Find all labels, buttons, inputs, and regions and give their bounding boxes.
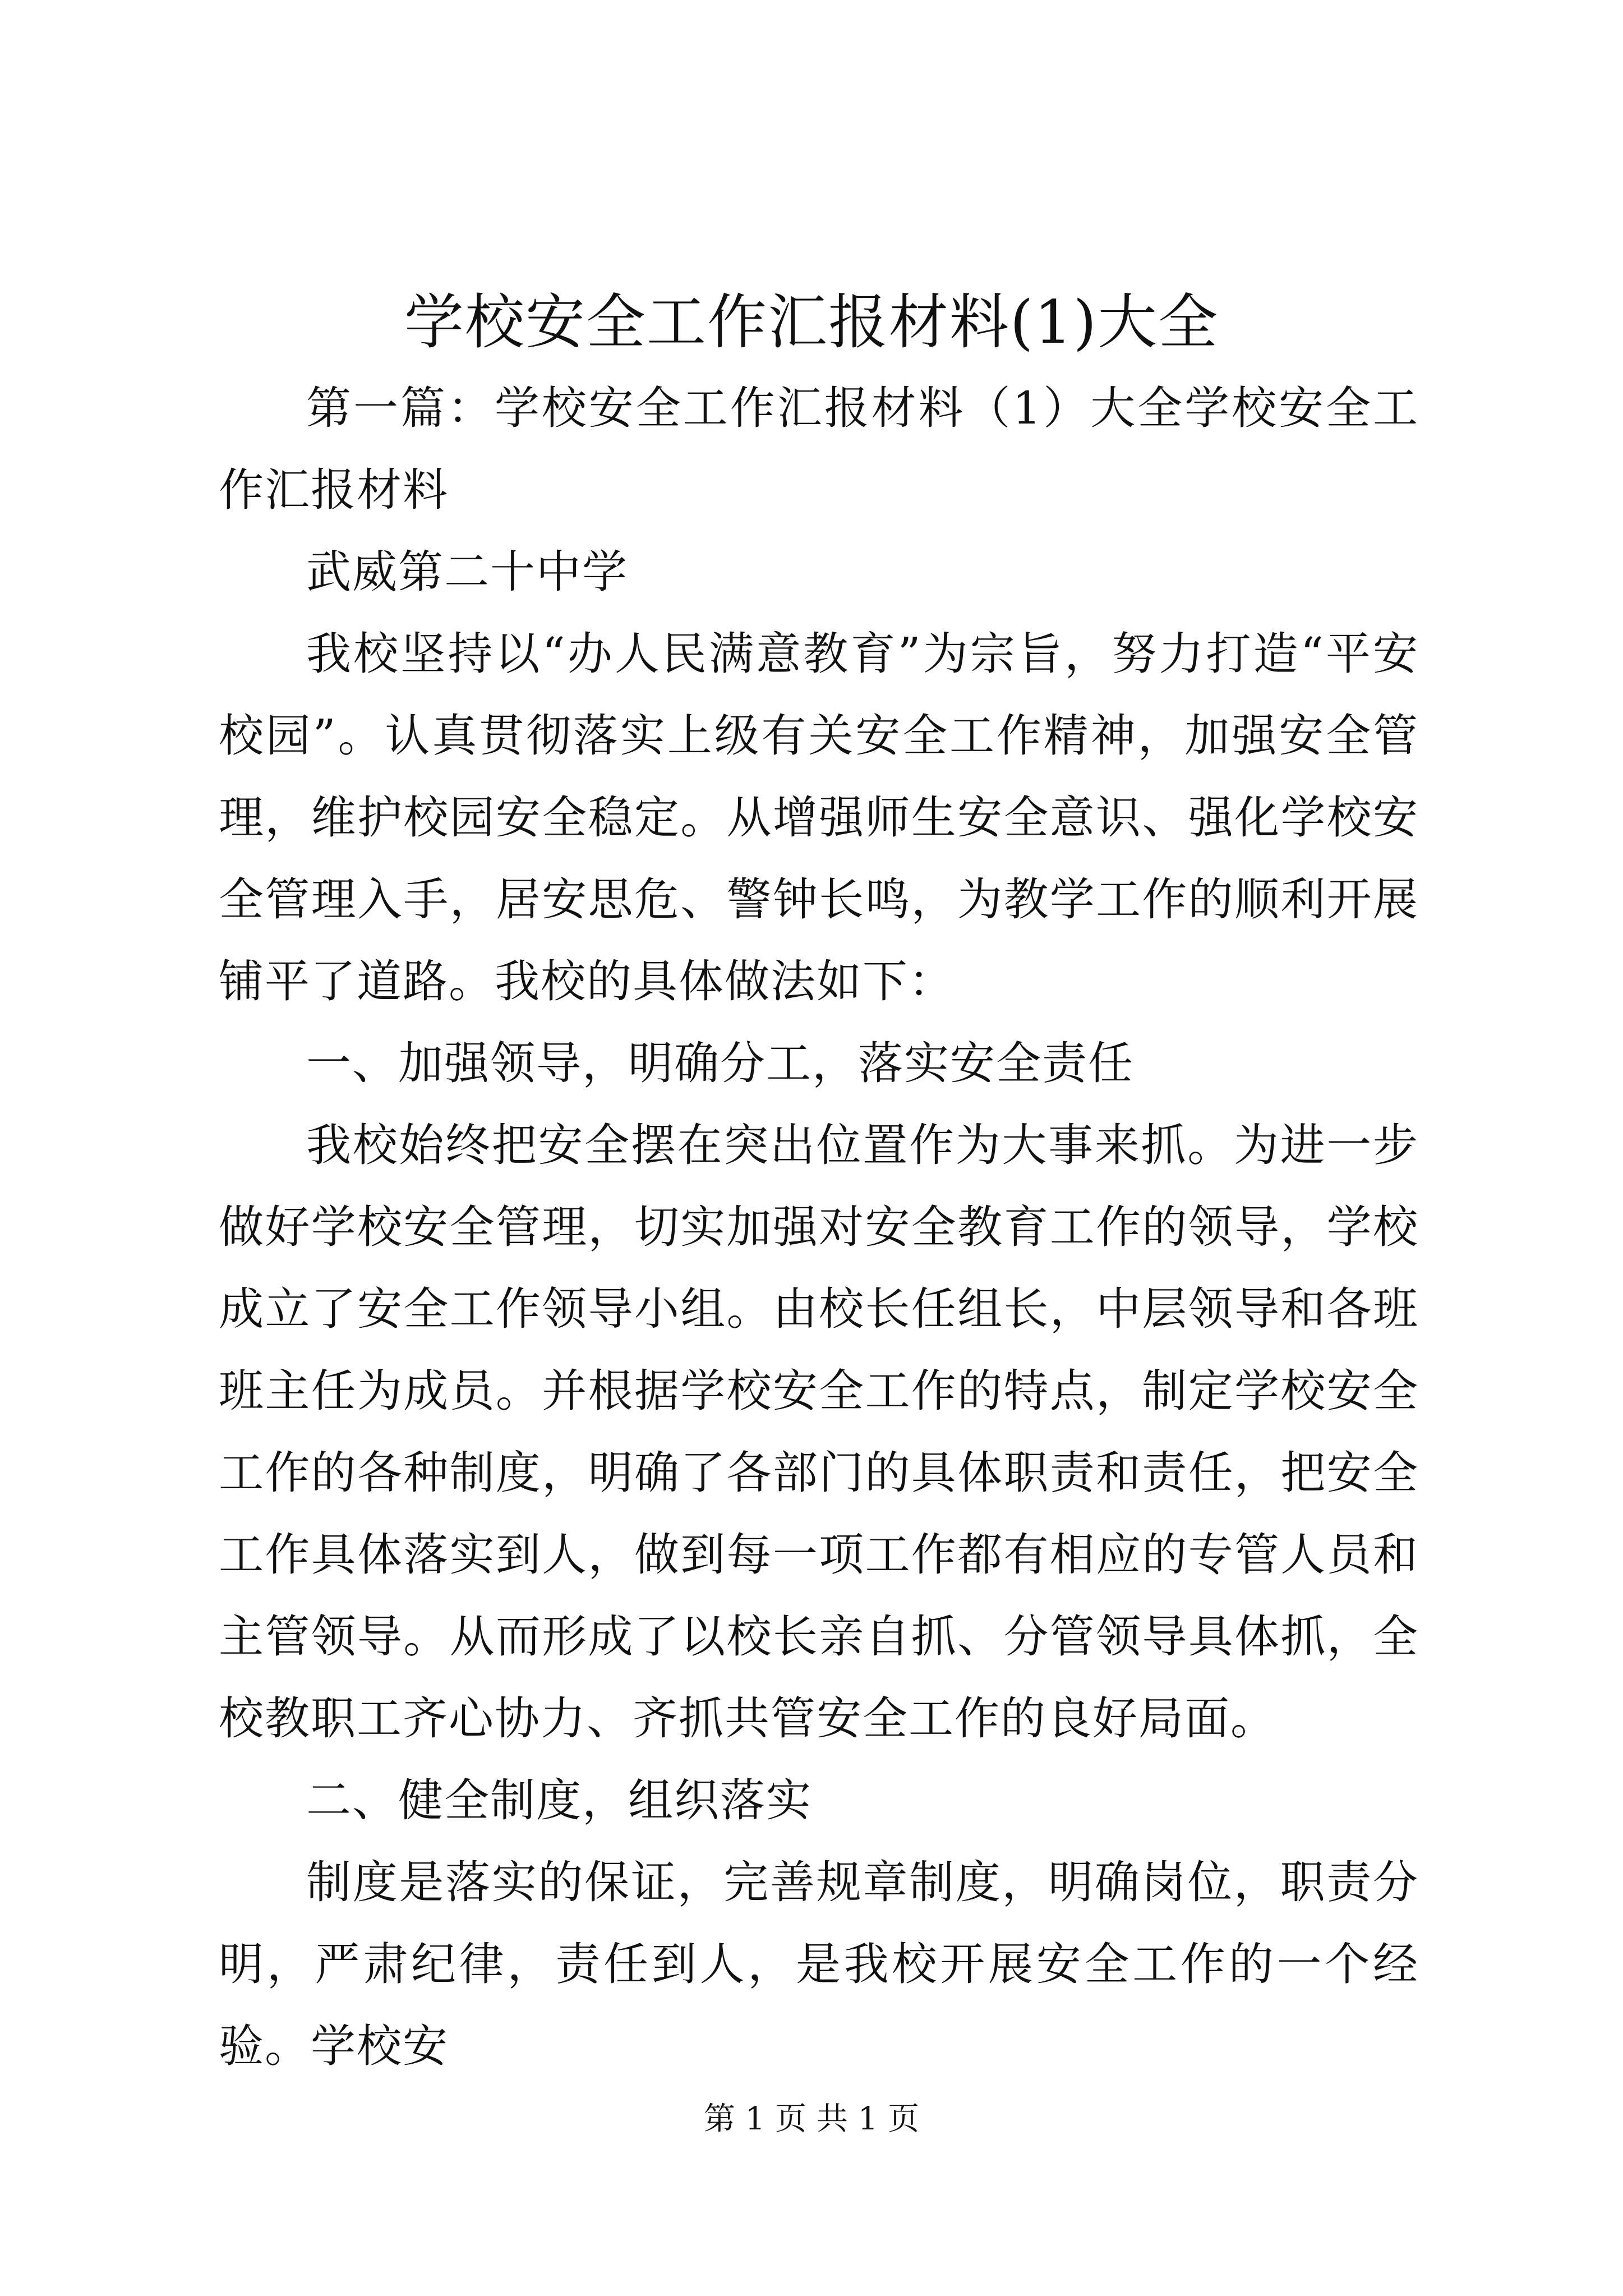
paragraph: 第一篇：学校安全工作汇报材料（1）大全学校安全工作汇报材料 — [219, 382, 1419, 516]
paragraph: 制度是落实的保证，完善规章制度，明确岗位，职责分明，严肃纪律，责任到人，是我校开展安全工作的一个经验。学校安 — [219, 1856, 1419, 2072]
page-footer: 第 1 页 共 1 页 — [703, 2101, 920, 2137]
paragraph: 武威第二十中学 — [306, 546, 628, 598]
document-body — [219, 367, 1419, 2087]
document-title: 学校安全工作汇报材料(1)大全 — [404, 288, 1219, 357]
paragraph: 我校始终把安全摆在突出位置作为大事来抓。为进一步做好学校安全管理，切实加强对安全教育工作的领导，学校成立了安全工作领导小组。由校长任组长，中层领导和各班班主任为成员。并根据学校安全工作的特点，制定学校安全工作的各种制度，明确了各部门的具体职责和责任，把安全工作具体落实到人，做到每一项工作都有相应的专管人员和主管领导。从而形成了以校长亲自抓、分管领导具体抓，全校教职工齐心协力、齐抓共管安全工作的良好局面。 — [219, 1119, 1419, 1745]
section-heading: 二、健全制度，组织落实 — [306, 1774, 812, 1826]
paragraph: 我校坚持以“办人民满意教育”为宗旨，努力打造“平安校园”。认真贯彻落实上级有关安全工作精神，加强安全管理，维护校园安全稳定。从增强师生安全意识、强化学校安全管理入手，居安思危、警钟长鸣，为教学工作的顺利开展铺平了道路。我校的具体做法如下： — [219, 628, 1419, 1007]
section-heading: 一、加强领导，明确分工，落实安全责任 — [306, 1037, 1134, 1089]
